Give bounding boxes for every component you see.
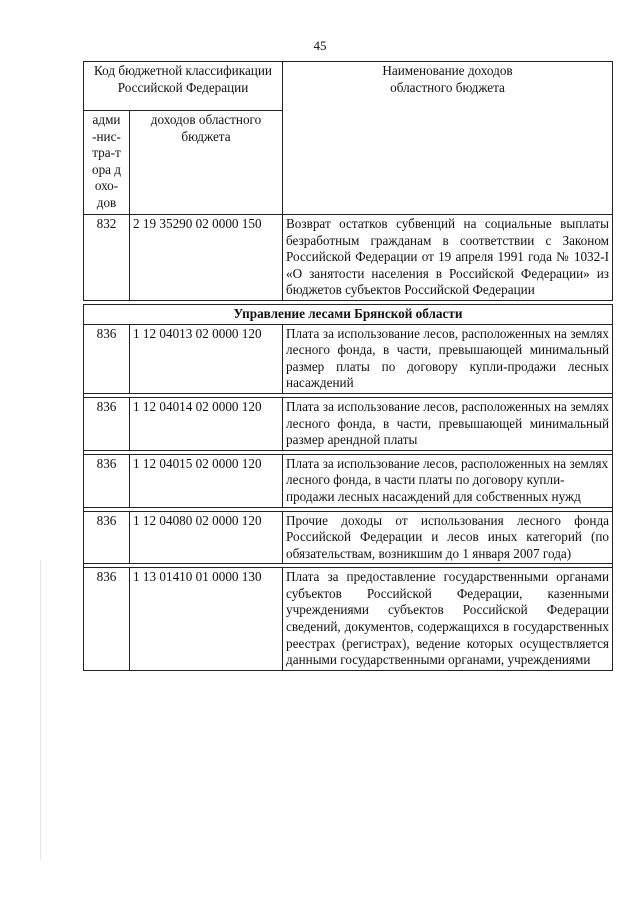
header-admin-text: адми-нис-тра-тора дохо-дов: [91, 112, 122, 210]
admin-code: 836: [84, 454, 130, 507]
admin-code: 832: [84, 215, 130, 301]
income-name: Плата за использование лесов, расположенных на землях лесного фонда, в части платы по договору купли-продажи лесных насаждений для собственных нужд: [283, 454, 613, 507]
table-row: [84, 454, 613, 507]
admin-code: 836: [84, 568, 130, 671]
admin-code: 836: [84, 511, 130, 564]
income-code: 1 12 04013 02 0000 120: [130, 324, 283, 393]
header-income-text: доходов областного бюджета: [150, 112, 262, 144]
header-admin: [84, 111, 130, 215]
budget-classification-table: [83, 61, 613, 671]
scan-edge-line: [40, 560, 41, 860]
table-row: [84, 511, 613, 564]
income-name: Плата за предоставление государственными органами субъектов Российской Федерации, казенными учреждениями субъектов Российской Федерации сведений, документов, содержащихся в государственных реестрах (регистрах), ведение которых осуществляется данными государственными органами, учреждениями: [283, 568, 613, 671]
income-name: Плата за использование лесов, расположенных на землях лесного фонда, в части, превышающей минимальный размер арендной платы: [283, 397, 613, 450]
table-row: [84, 215, 613, 301]
income-name: Прочие доходы от использования лесного фонда Российской Федерации и лесов иных категорий (по обязательствам, возникшим до 1 января 2007 года): [283, 511, 613, 564]
income-code: 1 13 01410 01 0000 130: [130, 568, 283, 671]
income-name: Плата за использование лесов, расположенных на землях лесного фонда, в части, превышающей минимальный размер платы по договору купли-продажи лесных насаждений: [283, 324, 613, 393]
income-name: Возврат остатков субвенций на социальные выплаты безработным гражданам в соответствии с Законом Российской Федерации от 19 апреля 1991 года № 1032-I «О занятости населения в Российской Федерации» из бюджетов субъектов Российской Федерации: [283, 215, 613, 301]
header-code-group: Код бюджетной классификации Российской Федерации: [84, 62, 283, 111]
section-title: Управление лесами Брянской области: [84, 304, 613, 324]
income-code: 2 19 35290 02 0000 150: [130, 215, 283, 301]
income-code: 1 12 04015 02 0000 120: [130, 454, 283, 507]
admin-code: 836: [84, 324, 130, 393]
table-header-row: [84, 62, 613, 111]
income-code: 1 12 04080 02 0000 120: [130, 511, 283, 564]
table-row: [84, 568, 613, 671]
page-number: 45: [313, 38, 327, 53]
header-name: [283, 62, 613, 215]
table-row: [84, 397, 613, 450]
admin-code: 836: [84, 397, 130, 450]
income-code: 1 12 04014 02 0000 120: [130, 397, 283, 450]
header-income: [130, 111, 283, 215]
section-row: [84, 304, 613, 324]
table-row: [84, 324, 613, 393]
header-name-text: Наименование доходов областного бюджета: [382, 63, 513, 95]
